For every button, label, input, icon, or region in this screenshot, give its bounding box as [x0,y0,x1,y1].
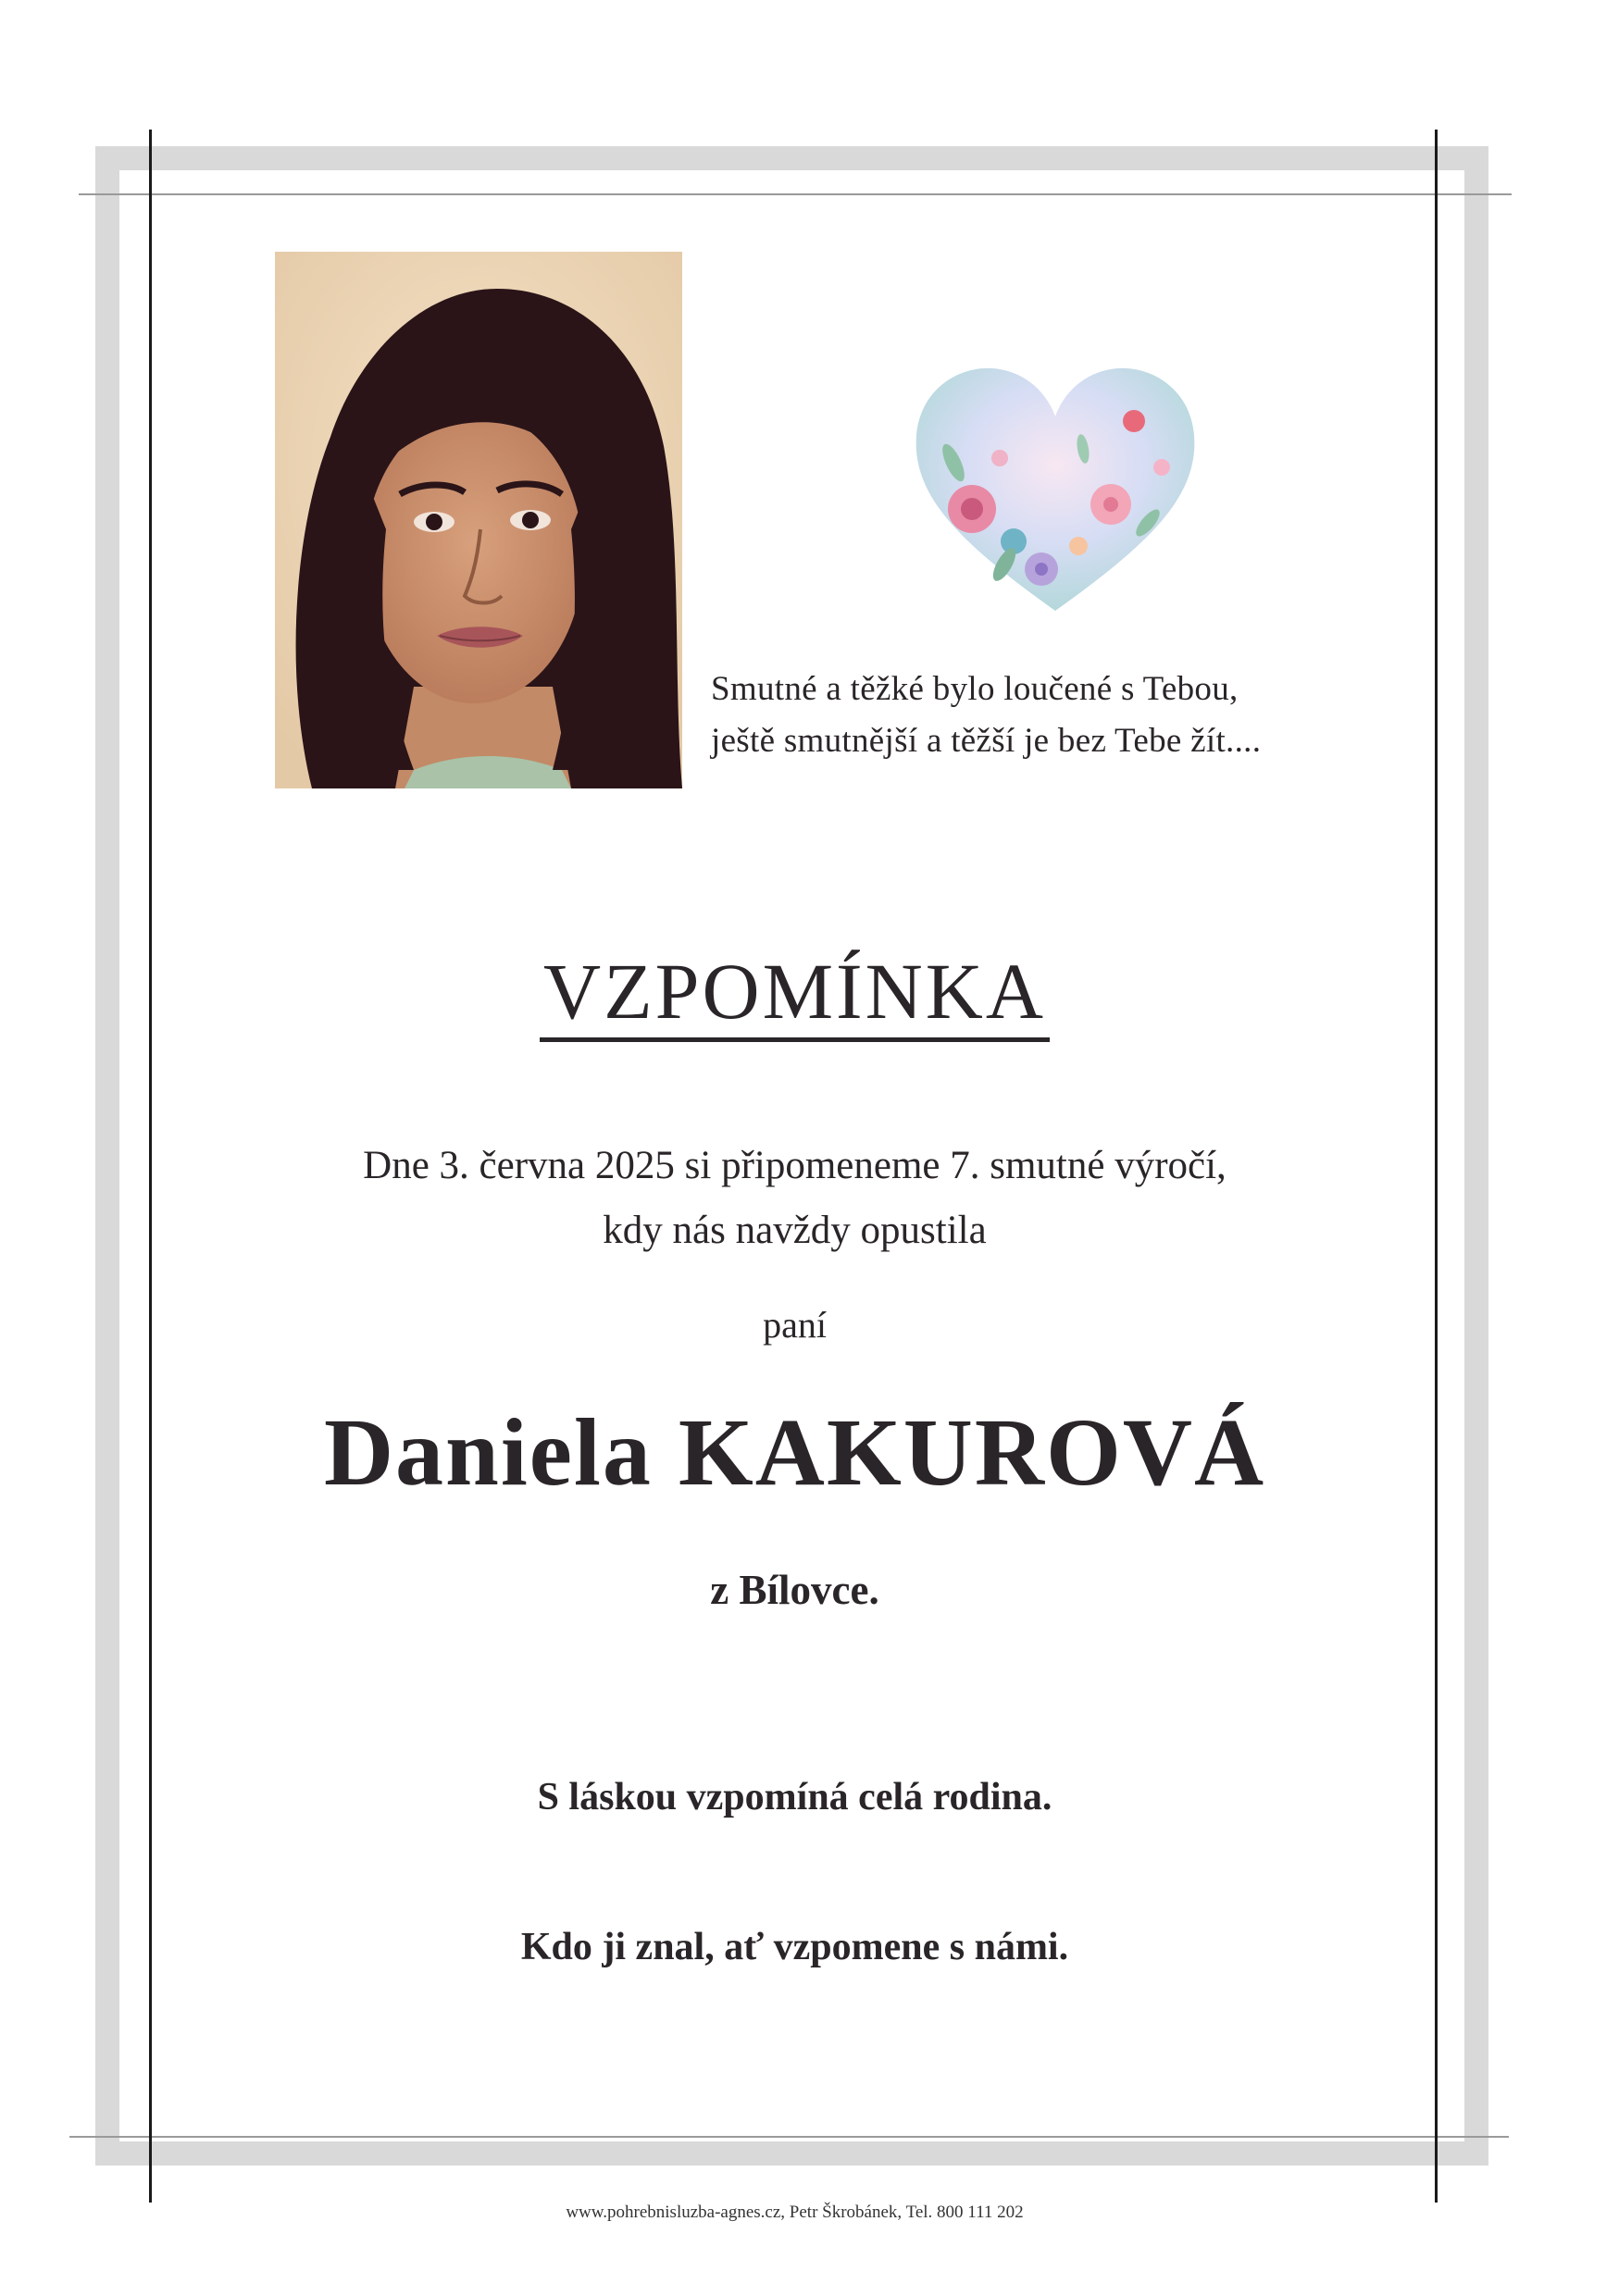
top-divider-line [79,193,1512,195]
footer-contact: www.pohrebnisluzba-agnes.cz, Petr Škrobánek, Tel. 800 111 202 [566,2203,1024,2222]
anniversary-line-2: kdy nás navždy opustila [603,1209,987,1252]
page-title [0,947,1589,1042]
remember-line: Kdo ji znal, ať vzpomene s námi. [520,1926,1069,1968]
title-text: VZPOMÍNKA [540,947,1050,1042]
memorial-verse [711,664,1451,767]
verse-line-2: ještě smutnější a těžší je bez Tebe žít.... [711,722,1262,760]
deceased-name: Daniela KAKUROVÁ [323,1399,1266,1506]
origin-town: z Bílovce. [710,1567,879,1613]
verse-line-1: Smutné a těžké bylo loučené s Tebou, [711,670,1239,708]
anniversary-line-1: Dne 3. června 2025 si připomeneme 7. smutné výročí, [363,1144,1227,1187]
floral-heart-icon [903,347,1208,615]
anniversary-text [0,1134,1589,1263]
bottom-divider-line [69,2136,1509,2138]
family-line: S láskou vzpomíná celá rodina. [537,1776,1052,1818]
salutation: paní [763,1304,827,1346]
portrait-photo [275,252,682,788]
